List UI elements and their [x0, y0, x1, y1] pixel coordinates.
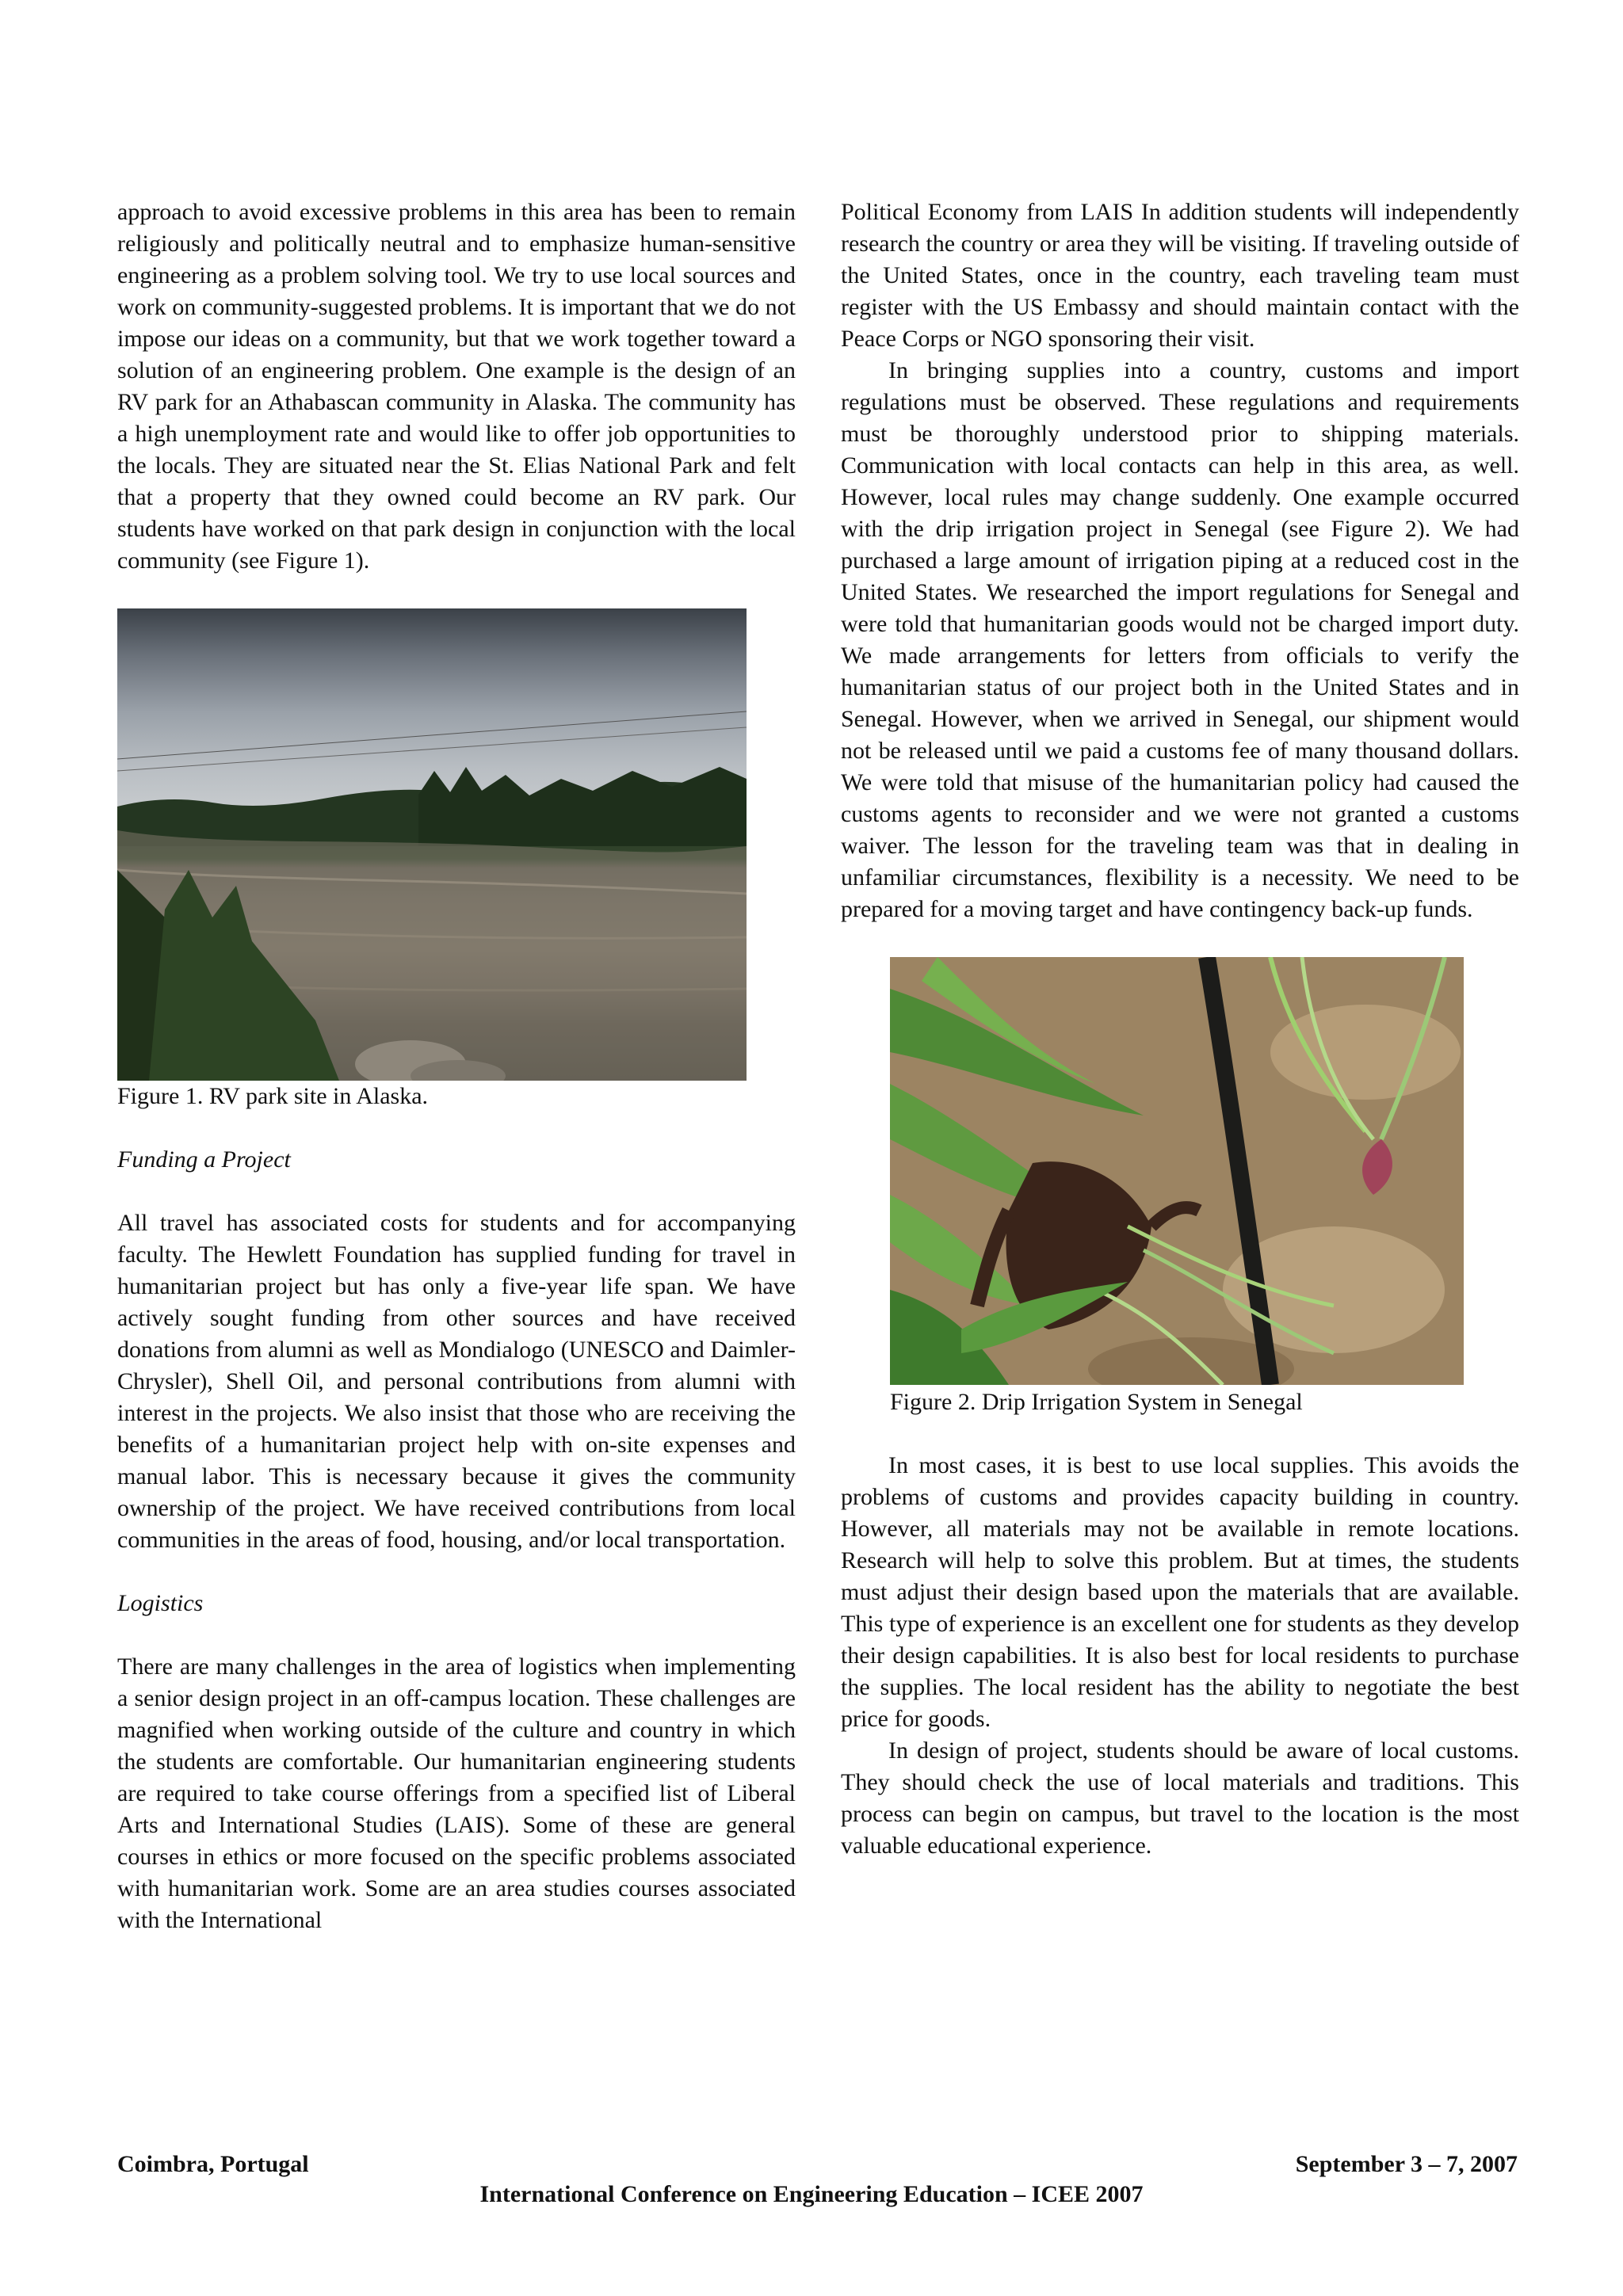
paragraph-customs: In bringing supplies into a country, customs and import regulations must be observed. These regulations and requirements must be thoroughly understood prior to shipping materials. Communication with local contacts can help in this area, as well. However, local rules may change suddenly. One example occurred with the drip irrigation project in Senegal (see Figure 2). We had purchased a large amount of irrigation piping at a reduced cost in the United States. We researched the import regulations for Senegal and were told that humanitarian goods would not be charged import duty. We made arrangements for letters from officials to verify the humanitarian status of our project both in the United States and in Senegal. However, when we arrived in Senegal, our shipment would not be released until we paid a customs fee of many thousand dollars. We were told that misuse of the humanitarian policy had caused the customs agents to reconsider and we were not granted a customs waiver. The lesson for the traveling team was that in dealing in unfamiliar circumstances, flexibility is a necessity. We need to be prepared for a moving target and have contingency back-up funds.: [841, 357, 1519, 922]
footer-dates: September 3 – 7, 2007: [1295, 2151, 1518, 2177]
paragraph-local-customs: In design of project, students should be aware of local customs. They should check the use of local materials and traditions. This process can begin on campus, but travel to the location is the most valuable educational experience.: [841, 1737, 1519, 1859]
irrigation-plants-image: [890, 957, 1464, 1385]
section-heading-funding: Funding a Project: [117, 1146, 291, 1173]
section-heading-logistics: Logistics: [117, 1590, 204, 1616]
footer-conference-title: International Conference on Engineering Education – ICEE 2007: [479, 2181, 1144, 2207]
paragraph-funding: All travel has associated costs for students and for accompanying faculty. The Hewlett Foundation has supplied funding for travel in humanitarian project but has only a five-year life span. We have actively sought funding from other sources and have received donations from alumni as well as Mondialogo (UNESCO and Daimler-Chrysler), Shell Oil, and personal contributions from alumni with interest in the projects. We also insist that those who are receiving the benefits of a humanitarian project help with on-site expenses and manual labor. This is necessary because it gives the community ownership of the project. We have received contributions from local communities in the areas of food, housing, and/or local transportation.: [117, 1210, 796, 1553]
figure-1-caption: Figure 1. RV park site in Alaska.: [117, 1083, 429, 1109]
paragraph-political-economy: Political Economy from LAIS In addition students will independently research the country or area they will be visiting. If traveling outside of the United States, once in the country, each traveling team must register with the US Embassy and should maintain contact with the Peace Corps or NGO sponsoring their visit.: [841, 199, 1519, 352]
figure-2-drip-irrigation-photo: [890, 957, 1464, 1385]
left-column: [117, 196, 796, 1936]
paragraph-community-approach: approach to avoid excessive problems in this area has been to remain religiously and politically neutral and to emphasize human-sensitive engineering as a problem solving tool. We try to use local sources and work on community-suggested problems. It is important that we do not impose our ideas on a community, but that we work together toward a solution of an engineering problem. One example is the design of an RV park for an Athabascan community in Alaska. The community has a high unemployment rate and would like to offer job opportunities to the locals. They are situated near the St. Elias National Park and felt that a property that they owned could become an RV park. Our students have worked on that park design in conjunction with the local community (see Figure 1).: [117, 199, 796, 574]
right-column: [841, 196, 1519, 1862]
footer-location: Coimbra, Portugal: [117, 2151, 309, 2177]
paragraph-logistics: There are many challenges in the area of logistics when implementing a senior design project in an off-campus location. These challenges are magnified when working outside of the culture and country in which the students are comfortable. Our humanitarian engineering students are required to take course offerings from a specified list of Liberal Arts and International Studies (LAIS). Some of these are general courses in ethics or more focused on the specific problems associated with humanitarian work. Some are an area studies courses associated with the International: [117, 1653, 796, 1933]
figure-1-alaska-river-photo: [117, 608, 747, 1081]
river-landscape-image: [117, 608, 747, 1081]
figure-2-caption: Figure 2. Drip Irrigation System in Senegal: [890, 1389, 1303, 1415]
paragraph-local-supplies: In most cases, it is best to use local supplies. This avoids the problems of customs and provides capacity building in country. However, all materials may not be available in remote locations. Research will help to solve this problem. But at times, the students must adjust their design based upon the materials that are available. This type of experience is an excellent one for students as they develop their design capabilities. It is also best for local residents to purchase the supplies. The local resident has the ability to negotiate the best price for goods.: [841, 1452, 1519, 1732]
